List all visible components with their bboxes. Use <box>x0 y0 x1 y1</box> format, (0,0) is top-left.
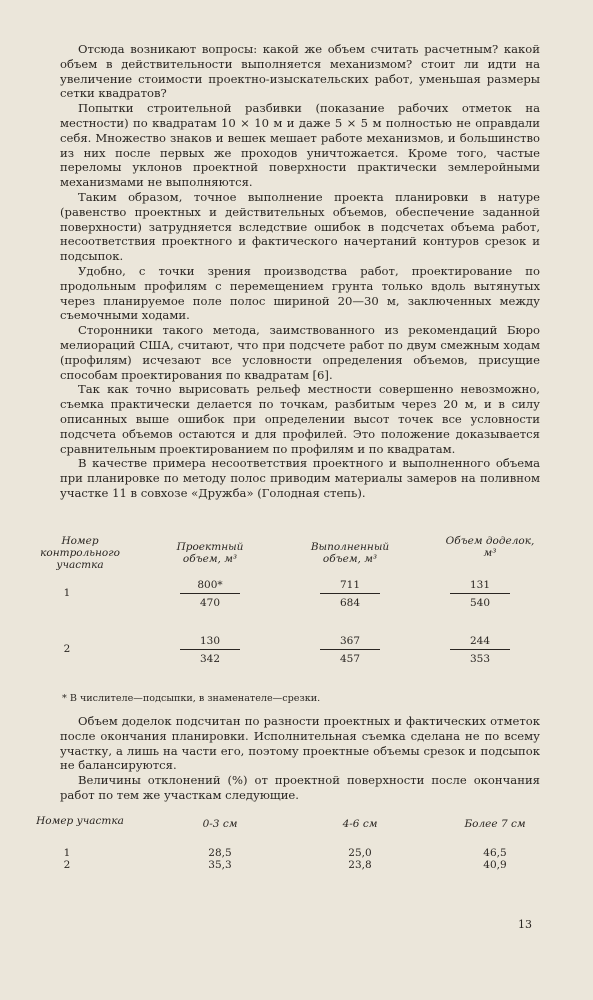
fraction-cell: $\frac{800*}{470}$ <box>180 579 240 609</box>
paragraph: Попытки строительной разбивки (показание рабочих отметок на местности) по квадратам 10 × 10 м и даже 5 × 5 м полностью не оправдали себя. Множество знаков и вешек мешает работе механизмов, и большинство из них после первых же проходов уничтожается. Кроме того, частые переломы уклонов проектной поверхности практически землеройными механизмами не выполняются. <box>60 101 540 190</box>
table-row-number: 1 <box>63 587 71 599</box>
table-row-number: 2 <box>63 643 71 655</box>
paragraph: Объем доделок подсчитан по разности проектных и фактических отметок после окончания планировки. Исполнительная съемка сделана не по всему участку, а лишь на части его, поэтому проектные объемы срезок и подсыпок не балансируются. <box>60 714 540 773</box>
table-header-extra-volume: Объем доделок, м³ <box>445 535 535 559</box>
table-row-number: 1 <box>63 847 71 859</box>
table-cell: 25,0 <box>348 847 372 859</box>
fraction-cell: $\frac{711}{684}$ <box>320 579 380 609</box>
table-cell: 46,5 <box>483 847 507 859</box>
deviation-table <box>30 815 555 875</box>
paragraph: Величины отклонений (%) от проектной поверхности после окончания работ по тем же участкам следующие. <box>60 773 540 802</box>
table-header-plot-number: Номер участка <box>36 815 124 827</box>
page-number: 13 <box>518 918 532 931</box>
table-header-0-3cm: 0-3 см <box>202 818 238 830</box>
fraction-cell: $\frac{130}{342}$ <box>180 635 240 665</box>
table-header-project-volume: Проектный объем, м³ <box>176 541 244 565</box>
fraction-cell: $\frac{131}{540}$ <box>450 579 510 609</box>
table-header-over-7cm: Более 7 см <box>464 818 526 830</box>
paragraph: Так как точно вырисовать рельеф местности совершенно невозможно, съемка практически делается по точкам, разбитым через 20 м, и в силу описанных выше ошибок при определении высот точек все условности подсчета объемов остаются и для профилей. Это положение доказывается сравнительным проектированием по профилям и по квадратам. <box>60 382 540 456</box>
paragraph: Отсюда возникают вопросы: какой же объем считать расчетным? какой объем в действительности выполняется механизмом? стоит ли идти на увеличение стоимости проектно-изыскательских работ, уменьшая размеры сетки квадратов? <box>60 42 540 101</box>
table-cell: 28,5 <box>208 847 232 859</box>
volumes-table <box>30 535 555 685</box>
table-header-done-volume: Выполненный объем, м³ <box>310 541 390 565</box>
table-header-plot-number: Номер контрольного участка <box>40 535 120 571</box>
table-cell: 23,8 <box>348 859 372 871</box>
table-row-number: 2 <box>63 859 71 871</box>
paragraph: В качестве примера несоответствия проектного и выполненного объема при планировке по методу полос приводим материалы замеров на поливном участке 11 в совхозе «Дружба» (Голодная степь). <box>60 456 540 500</box>
paragraph: Сторонники такого метода, заимствованного из рекомендаций Бюро мелиораций США, считают, что при подсчете работ по двум смежным ходам (профилям) исчезают все условности определения объемов, присущие способам проектирования по квадратам [6]. <box>60 323 540 382</box>
fraction-cell: $\frac{244}{353}$ <box>450 635 510 665</box>
body-text <box>60 42 540 501</box>
table-footnote: * В числителе—подсыпки, в знаменателе—срезки. <box>62 693 321 704</box>
paragraph: Таким образом, точное выполнение проекта планировки в натуре (равенство проектных и действительных объемов, обеспечение заданной поверхности) затрудняется вследствие ошибок в подсчетах объема работ, несоответствия проектного и фактического начертаний контуров срезок и подсыпок. <box>60 189 540 264</box>
body-text-continued <box>60 714 540 803</box>
paragraph: Удобно, с точки зрения производства работ, проектирование по продольным профилям с перемещением грунта только вдоль вытянутых через планируемое поле полос шириной 20—30 м, заключенных между съемочными ходами. <box>60 263 540 323</box>
table-cell: 40,9 <box>483 859 507 871</box>
fraction-cell: $\frac{367}{457}$ <box>320 635 380 665</box>
table-header-4-6cm: 4-6 см <box>342 818 378 830</box>
table-cell: 35,3 <box>208 859 232 871</box>
